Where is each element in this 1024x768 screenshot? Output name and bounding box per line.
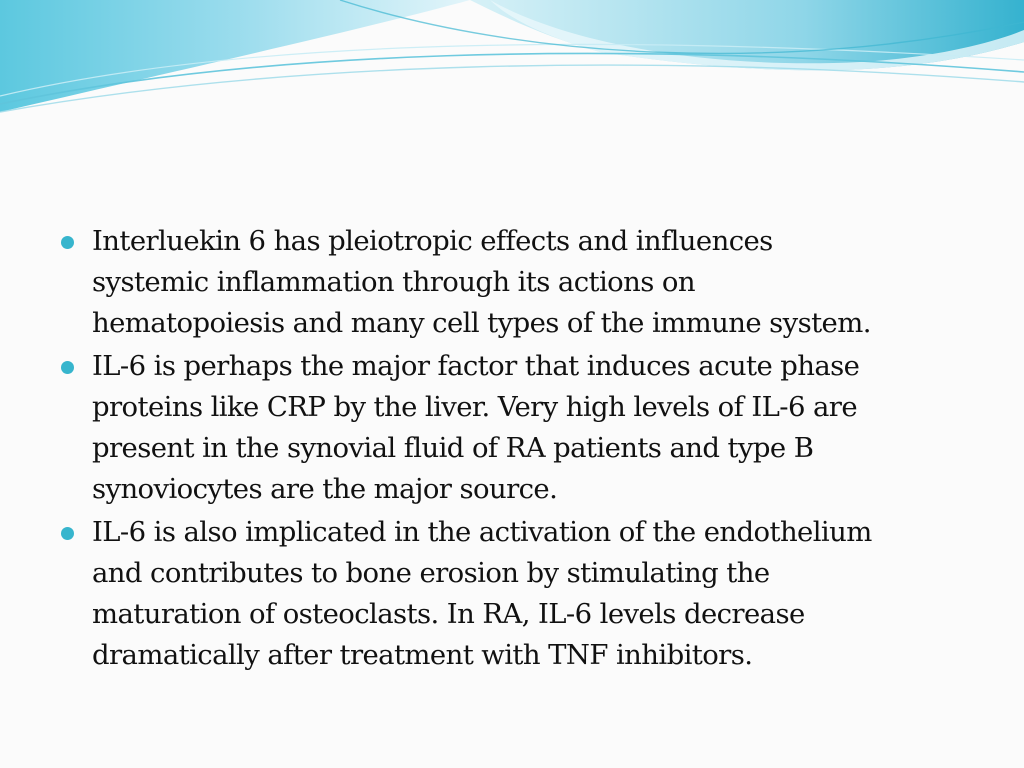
bullet-dot-icon xyxy=(61,236,74,249)
bullet-line: proteins like CRP by the liver. Very high levels of IL-6 are xyxy=(92,391,857,423)
bullet-line: dramatically after treatment with TNF inhibitors. xyxy=(92,639,753,671)
bullet-line: and contributes to bone erosion by stimulating the xyxy=(92,557,770,589)
bullet-dot-icon xyxy=(61,361,74,374)
bullet-item xyxy=(58,512,978,676)
bullet-dot-icon xyxy=(61,527,74,540)
bullet-line: Interluekin 6 has pleiotropic effects and influences xyxy=(92,225,773,257)
bullet-line: maturation of osteoclasts. In RA, IL-6 levels decrease xyxy=(92,598,805,630)
bullet-line: synoviocytes are the major source. xyxy=(92,473,558,505)
wave-header-decoration xyxy=(0,0,1024,130)
bullet-line: systemic inflammation through its actions on xyxy=(92,266,695,298)
bullet-text xyxy=(92,512,978,676)
bullet-text xyxy=(92,221,978,344)
bullet-text xyxy=(92,346,978,510)
bullet-list xyxy=(58,221,978,678)
bullet-item xyxy=(58,221,978,344)
bullet-line: present in the synovial fluid of RA patients and type B xyxy=(92,432,814,464)
bullet-line: IL-6 is perhaps the major factor that induces acute phase xyxy=(92,350,860,382)
bullet-line: hematopoiesis and many cell types of the immune system. xyxy=(92,307,871,339)
bullet-item xyxy=(58,346,978,510)
bullet-line: IL-6 is also implicated in the activation of the endothelium xyxy=(92,516,872,548)
